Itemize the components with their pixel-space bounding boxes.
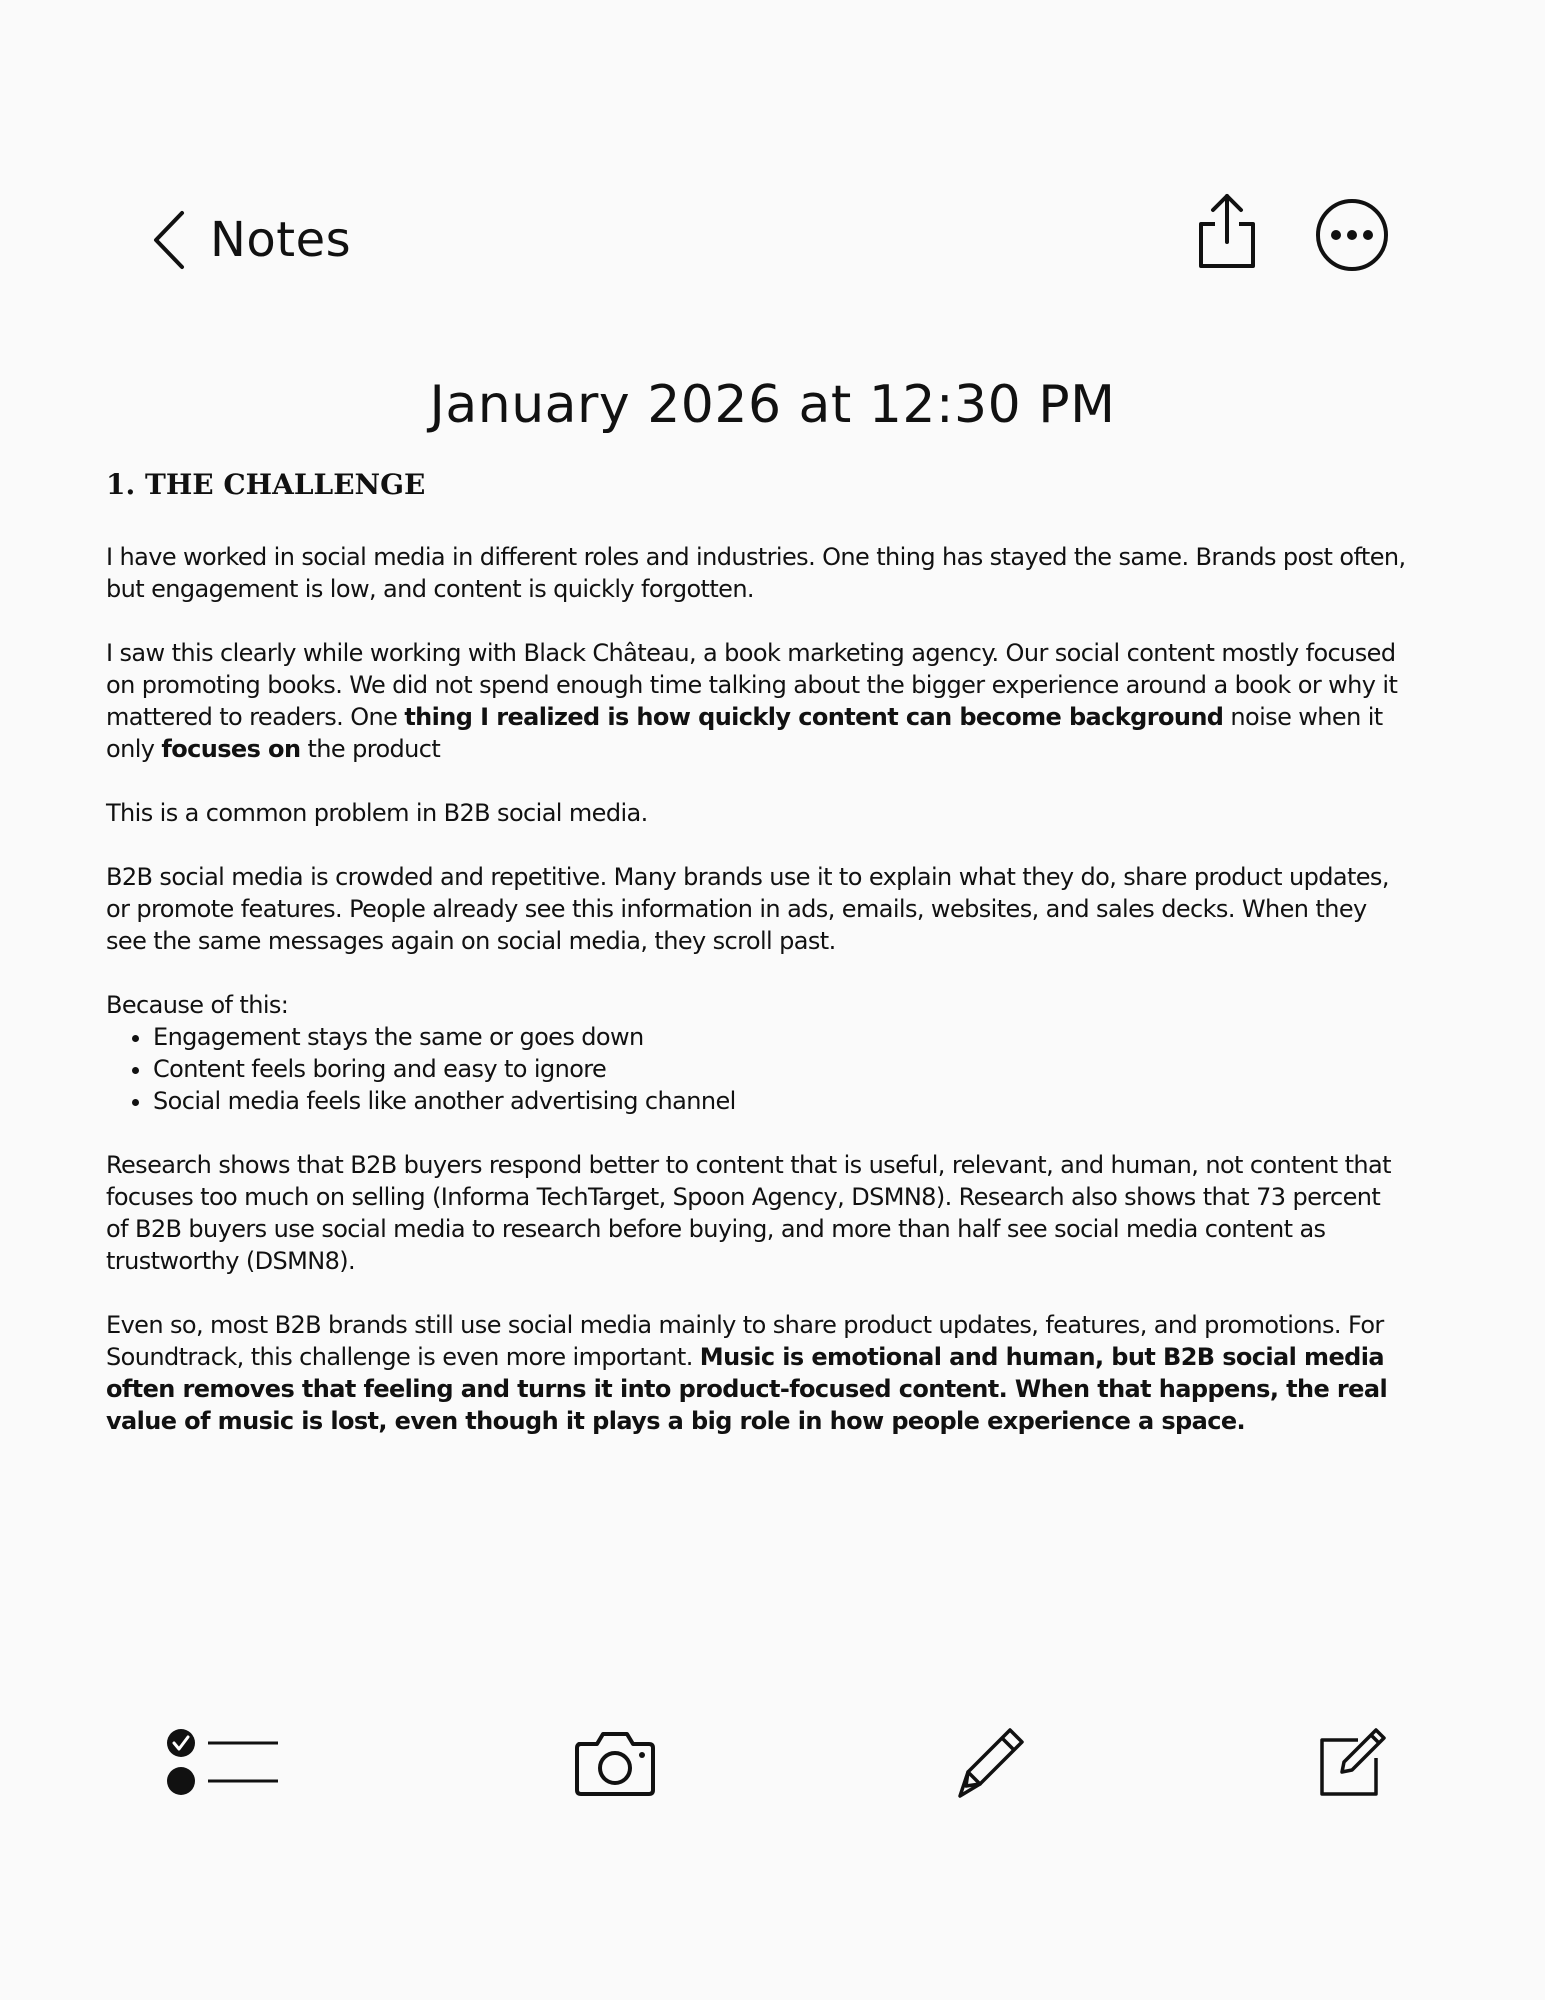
- compose-icon: [1318, 1726, 1388, 1798]
- list-item: • Social media feels like another advertising channel: [153, 1085, 1406, 1117]
- checklist-button[interactable]: [166, 1728, 280, 1800]
- share-button[interactable]: [1195, 192, 1259, 270]
- text-run: the product: [300, 735, 441, 763]
- bold-text-run: thing I realized is how quickly content can become background: [404, 703, 1224, 731]
- note-date: January 2026 at 12:30 PM: [429, 375, 1116, 435]
- checklist-icon: [166, 1728, 280, 1800]
- pen-icon: [952, 1726, 1026, 1800]
- paragraph-1: I have worked in social media in different roles and industries. One thing has stayed the same. Brands post often, but engagement is low, and content is quickly forgotten.: [106, 543, 1406, 603]
- navigation-bar: [0, 0, 1545, 330]
- new-note-button[interactable]: [1318, 1726, 1388, 1798]
- paragraph-7: [106, 1309, 1406, 1437]
- text-run: noise when it only: [106, 703, 1383, 763]
- bold-text-run: Music is emotional and human, but B2B social media often removes that feeling and turns it into product-focused content. When that happens, the real value of music is lost, even though it plays a big role in how people experience a space.: [106, 1343, 1388, 1435]
- paragraph-2: [106, 637, 1406, 765]
- bullet-list: [106, 1021, 1406, 1117]
- paragraph-5: Because of this:: [106, 991, 289, 1019]
- text-run: Even so, most B2B brands still use social media mainly to share product updates, features, and promotions. For Soundtrack, this challenge is even more important.: [106, 1311, 1384, 1371]
- camera-icon: [573, 1728, 657, 1798]
- paragraph-6: Research shows that B2B buyers respond better to content that is useful, relevant, and human, not content that focuses too much on selling (Informa TechTarget, Spoon Agency, DSMN8). Research also shows that 73 percent of B2B buyers use social media to research before buying, and more than half see social media content as trustworthy (DSMN8).: [106, 1151, 1391, 1275]
- list-item: • Engagement stays the same or goes down: [153, 1021, 1406, 1053]
- chevron-left-icon: [150, 207, 190, 273]
- bottom-toolbar: [0, 1700, 1545, 1820]
- share-icon: [1195, 192, 1259, 270]
- paragraph-4: B2B social media is crowded and repetitive. Many brands use it to explain what they do, share product updates, or promote features. People already see this information in ads, emails, websites, and sales decks. When they see the same messages again on social media, they scroll past.: [106, 863, 1389, 955]
- more-options-button[interactable]: [1314, 197, 1390, 273]
- note-body[interactable]: [106, 468, 1406, 1469]
- back-label: Notes: [210, 212, 352, 268]
- note-heading: 1. THE CHALLENGE: [106, 468, 426, 501]
- camera-button[interactable]: [573, 1728, 657, 1798]
- back-button[interactable]: [150, 205, 351, 275]
- markup-button[interactable]: [952, 1726, 1026, 1800]
- bold-text-run: focuses on: [161, 735, 301, 763]
- list-item: • Content feels boring and easy to ignore: [153, 1053, 1406, 1085]
- text-run: I saw this clearly while working with Black Château, a book marketing agency. Our social content mostly focused on promoting books. We did not spend enough time talking about the bigger experience around a book or why it mattered to readers. One: [106, 639, 1398, 731]
- paragraph-3: This is a common problem in B2B social media.: [106, 799, 648, 827]
- more-options-icon: [1314, 197, 1390, 273]
